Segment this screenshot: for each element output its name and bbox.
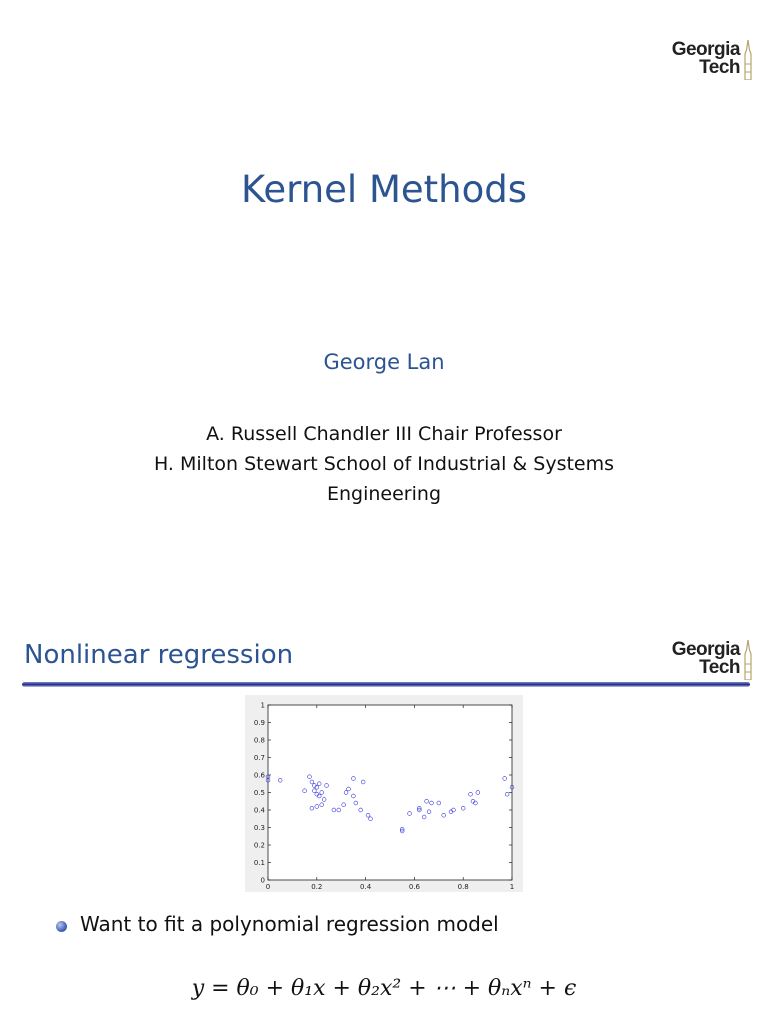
logo-word-tech: Tech: [699, 57, 740, 78]
y-tick-label: 0.1: [253, 859, 265, 867]
georgia-tech-logo: [646, 36, 756, 84]
nonlinear-regression-slide: [0, 612, 768, 1024]
y-tick-label: 0.4: [253, 806, 265, 815]
logo-word-georgia: Georgia: [671, 39, 740, 60]
tech-tower-icon: [742, 640, 754, 680]
sphere-bullet-icon: [56, 921, 67, 932]
affiliation-line-1: A. Russell Chandler III Chair Professor: [206, 423, 562, 445]
author-name: George Lan: [323, 350, 445, 374]
title-underline: [22, 682, 750, 687]
bullet-text: Want to fit a polynomial regression model: [80, 912, 499, 936]
affiliation-line-3: Engineering: [327, 483, 441, 505]
polynomial-equation: y = θ₀ + θ₁x + θ₂x² + ⋯ + θₙxⁿ + ϵ: [191, 976, 577, 1001]
slide-title: Kernel Methods: [240, 168, 528, 211]
georgia-tech-logo: [646, 636, 756, 684]
affiliation-line-2: H. Milton Stewart School of Industrial & Systems: [153, 453, 615, 475]
logo-word-georgia: Georgia: [671, 639, 740, 660]
y-tick-label: 0.5: [253, 789, 265, 797]
y-tick-label: 0.2: [253, 841, 265, 850]
y-tick-label: 0.6: [253, 771, 265, 780]
slide-title: Nonlinear regression: [24, 640, 294, 670]
y-tick-label: 0.8: [253, 736, 265, 745]
scatter-plot: [245, 695, 523, 892]
x-tick-label: 0: [265, 883, 271, 891]
x-tick-label: 0.4: [360, 883, 372, 891]
logo-word-tech: Tech: [699, 657, 740, 678]
tech-tower-icon: [742, 40, 754, 80]
x-tick-label: 0.6: [408, 883, 420, 891]
y-tick-label: 0.3: [253, 824, 265, 832]
y-tick-label: 0.9: [253, 719, 265, 727]
y-tick-label: 1: [260, 701, 265, 710]
y-tick-label: 0: [260, 876, 265, 885]
x-tick-label: 0.8: [457, 883, 469, 891]
x-tick-label: 1: [509, 883, 515, 891]
y-tick-label: 0.7: [253, 754, 265, 762]
scatter-plot-svg: [245, 695, 523, 892]
x-tick-label: 0.2: [311, 883, 323, 891]
